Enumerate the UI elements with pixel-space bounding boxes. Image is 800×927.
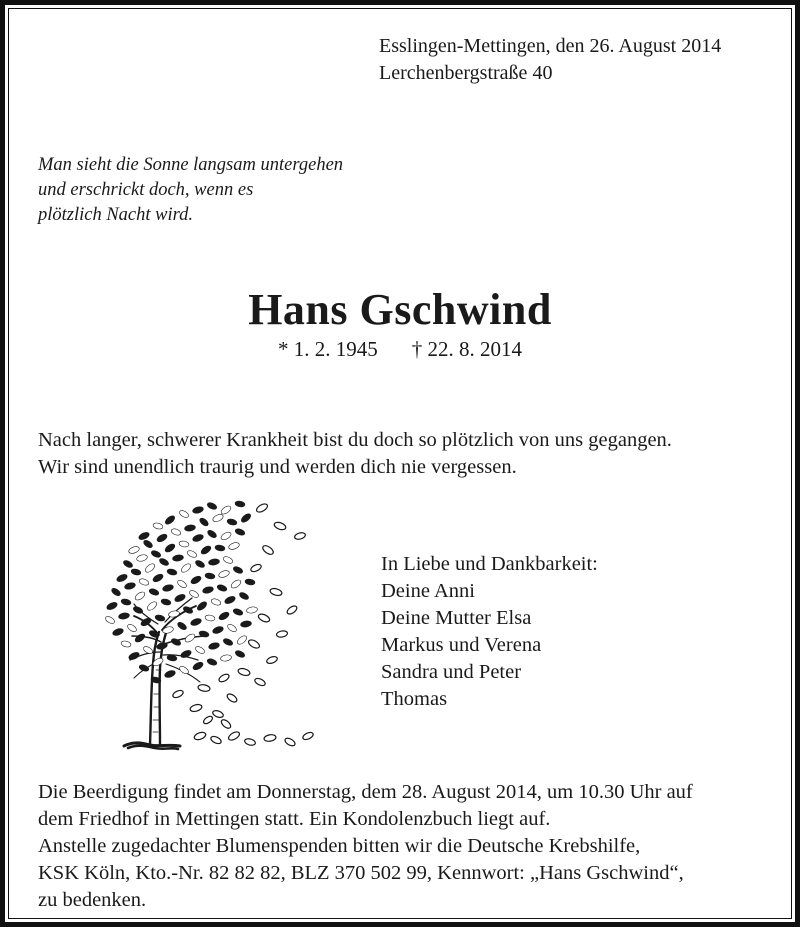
message-line-1: Nach langer, schwerer Krankheit bist du doch so plötzlich von uns gegangen.: [38, 429, 672, 451]
funeral-line-3: Anstelle zugedachter Blumenspenden bitten wir die Deutsche Krebshilfe,: [38, 835, 641, 857]
death-date: † 22. 8. 2014: [411, 337, 522, 361]
memorial-quote: [38, 153, 343, 228]
quote-line-3: plötzlich Nacht wird.: [38, 205, 194, 225]
deceased-name: Hans Gschwind: [248, 285, 552, 334]
family-heading: In Liebe und Dankbarkeit:: [381, 553, 598, 575]
funeral-line-2: dem Friedhof in Mettingen statt. Ein Kondolenzbuch liegt auf.: [38, 808, 551, 830]
family-member: Sandra und Peter: [381, 661, 522, 683]
deceased-name-block: [0, 286, 800, 362]
family-member: Deine Mutter Elsa: [381, 607, 532, 629]
family-member: Markus und Verena: [381, 634, 542, 656]
family-signature: [381, 551, 598, 713]
message-line-2: Wir sind unendlich traurig und werden dich nie vergessen.: [38, 456, 517, 478]
mourning-message: [38, 427, 672, 481]
funeral-line-5: zu bedenken.: [38, 889, 147, 911]
family-member: Thomas: [381, 688, 448, 710]
quote-line-1: Man sieht die Sonne langsam untergehen: [38, 155, 344, 175]
place-and-date: Esslingen-Mettingen, den 26. August 2014: [379, 35, 722, 57]
funeral-line-4: KSK Köln, Kto.-Nr. 82 82 82, BLZ 370 502 99, Kennwort: „Hans Gschwind“,: [38, 862, 684, 884]
notice-header: [379, 33, 721, 87]
windblown-tree-illustration: [104, 492, 329, 757]
address-line: Lerchenbergstraße 40: [379, 62, 553, 84]
family-member: Deine Anni: [381, 580, 475, 602]
life-dates: [0, 336, 800, 362]
funeral-details: [38, 779, 693, 914]
quote-line-2: und erschrickt doch, wenn es: [38, 180, 254, 200]
funeral-line-1: Die Beerdigung findet am Donnerstag, dem 28. August 2014, um 10.30 Uhr auf: [38, 781, 693, 803]
birth-date: * 1. 2. 1945: [278, 337, 378, 361]
